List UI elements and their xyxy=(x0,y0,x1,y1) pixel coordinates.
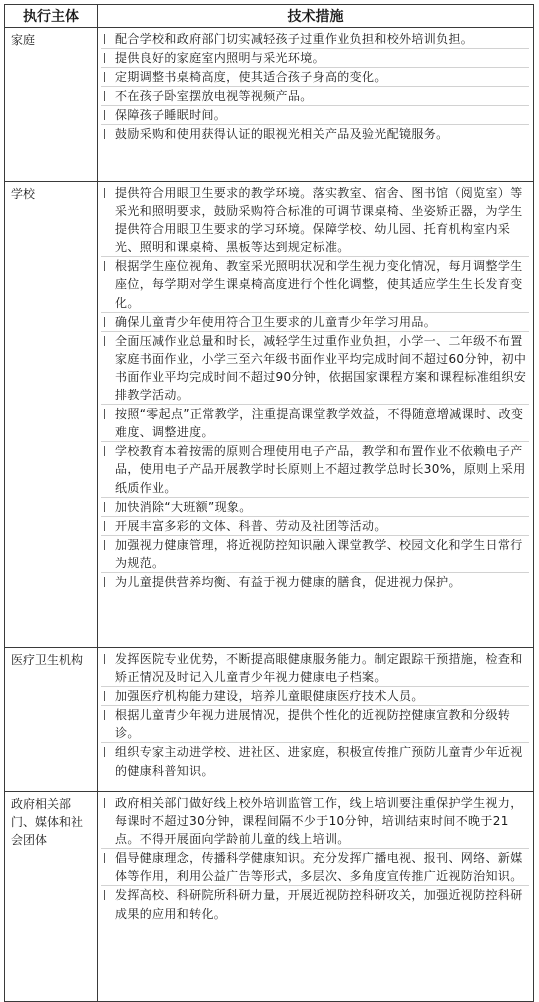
measure-text: 全面压减作业总量和时长，减轻学生过重作业负担，小学一、二年级不布置家庭书面作业，小学三至六年级书面作业平均完成时间不超过60分钟，初中书面作业平均完成时间不超过90分钟，依据国家课程方案和课程标准组织安排教学活动。 xyxy=(115,333,527,403)
measure-item xyxy=(101,794,529,849)
measure-item xyxy=(101,650,529,687)
measure-text: 鼓励采购和使用获得认证的眼视光相关产品及验光配镜服务。 xyxy=(115,127,449,142)
list-bullet-icon xyxy=(104,409,105,419)
header-agent: 执行主体 xyxy=(5,5,98,28)
measure-text: 政府相关部门做好线上校外培训监管工作，线上培训要注重保护学生视力，每课时不超过30分钟，课程间隔不少于10分钟，培训结束时间不晚于21点。不得开展面向学龄前儿童的线上培训。 xyxy=(115,796,523,847)
measure-list xyxy=(101,794,529,923)
measure-text: 加快消除“大班额”现象。 xyxy=(115,499,252,514)
measure-text: 发挥高校、科研院所科研力量，开展近视防控科研攻关，加强近视防控科研成果的应用和转化。 xyxy=(115,888,523,921)
list-bullet-icon xyxy=(104,336,105,346)
list-bullet-icon xyxy=(104,710,105,720)
list-bullet-icon xyxy=(104,34,105,44)
measure-text: 定期调整书桌椅高度，使其适合孩子身高的变化。 xyxy=(115,70,387,85)
measure-text: 组织专家主动进学校、进社区、进家庭，积极宣传推广预防儿童青少年近视的健康科普知识。 xyxy=(115,745,523,778)
list-bullet-icon xyxy=(104,446,105,456)
measures-cell xyxy=(98,648,534,792)
measure-item xyxy=(101,68,529,87)
list-bullet-icon xyxy=(104,890,105,900)
measure-text: 根据儿童青少年视力进展情况，提供个性化的近视防控健康宣教和分级转诊。 xyxy=(115,708,511,741)
measure-item xyxy=(101,706,529,743)
measure-text: 不在孩子卧室摆放电视等视频产品。 xyxy=(115,89,313,104)
list-bullet-icon xyxy=(104,654,105,664)
measure-text: 加强医疗机构能力建设，培养儿童眼健康医疗技术人员。 xyxy=(115,689,424,704)
measure-text: 学校教育本着按需的原则合理使用电子产品，教学和布置作业不依赖电子产品，使用电子产品开展教学时长原则上不超过教学总时长30%，原则上采用纸质作业。 xyxy=(115,444,526,495)
measure-text: 保障孩子睡眠时间。 xyxy=(115,108,227,123)
list-bullet-icon xyxy=(104,540,105,550)
measure-item xyxy=(101,442,529,497)
measure-item xyxy=(101,405,529,442)
measure-item xyxy=(101,536,529,573)
header-row xyxy=(5,5,534,28)
list-bullet-icon xyxy=(104,110,105,120)
header-measures: 技术措施 xyxy=(98,5,534,28)
list-bullet-icon xyxy=(104,317,105,327)
list-bullet-icon xyxy=(104,691,105,701)
measure-item xyxy=(101,573,529,591)
measure-item xyxy=(101,498,529,517)
measure-text: 根据学生座位视角、教室采光照明状况和学生视力变化情况，每月调整学生座位，每学期对学生课桌椅高度进行个性化调整，使其适应学生生长发育变化。 xyxy=(115,259,523,310)
list-bullet-icon xyxy=(104,502,105,512)
list-bullet-icon xyxy=(104,72,105,82)
measure-item xyxy=(101,313,529,332)
agent-cell: 学校 xyxy=(5,182,98,648)
measures-table xyxy=(4,4,534,1002)
measure-item xyxy=(101,687,529,706)
measure-item xyxy=(101,87,529,106)
list-bullet-icon xyxy=(104,261,105,271)
measure-item xyxy=(101,106,529,125)
measures-cell xyxy=(98,28,534,182)
measure-text: 按照“零起点”正常教学，注重提高课堂教学效益，不得随意增减课时、改变难度、调整进度。 xyxy=(115,407,524,440)
measure-list xyxy=(101,184,529,591)
agent-cell: 医疗卫生机构 xyxy=(5,648,98,792)
list-bullet-icon xyxy=(104,853,105,863)
measure-list xyxy=(101,30,529,144)
measure-text: 配合学校和政府部门切实减轻孩子过重作业负担和校外培训负担。 xyxy=(115,32,474,46)
table-body xyxy=(5,28,534,1002)
measure-item xyxy=(101,332,529,405)
table-row-family xyxy=(5,28,534,182)
table-row-medical xyxy=(5,648,534,792)
measure-text: 开展丰富多彩的文体、科普、劳动及社团等活动。 xyxy=(115,518,387,533)
table-row-school xyxy=(5,182,534,648)
measure-item xyxy=(101,184,529,257)
measure-item xyxy=(101,49,529,68)
table-row-government xyxy=(5,792,534,1002)
measure-item xyxy=(101,886,529,922)
measure-item xyxy=(101,257,529,312)
table-header xyxy=(5,5,534,28)
measure-text: 提供符合用眼卫生要求的教学环境。落实教室、宿舍、图书馆（阅览室）等采光和照明要求，鼓励采购符合标准的可调节课桌椅、坐姿矫正器，为学生提供符合用眼卫生要求的学习环境。保障学校、幼儿园、托育机构室内采光、照明和课桌椅、黑板等达到规定标准。 xyxy=(115,186,523,255)
list-bullet-icon xyxy=(104,577,105,587)
list-bullet-icon xyxy=(104,747,105,757)
list-bullet-icon xyxy=(104,521,105,531)
list-bullet-icon xyxy=(104,129,105,139)
measure-text: 为儿童提供营养均衡、有益于视力健康的膳食，促进视力保护。 xyxy=(115,574,461,589)
measures-cell xyxy=(98,792,534,1002)
measure-item xyxy=(101,849,529,886)
measure-text: 提供良好的家庭室内照明与采光环境。 xyxy=(115,51,325,66)
list-bullet-icon xyxy=(104,91,105,101)
list-bullet-icon xyxy=(104,188,105,198)
measure-text: 倡导健康理念，传播科学健康知识。充分发挥广播电视、报刊、网络、新媒体等作用，利用公益广告等形式，多层次、多角度宣传推广近视防治知识。 xyxy=(115,851,523,884)
agent-cell: 政府相关部门、媒体和社会团体 xyxy=(5,792,98,1002)
measure-text: 发挥医院专业优势，不断提高眼健康服务能力。制定跟踪干预措施，检查和矫正情况及时记入儿童青少年视力健康电子档案。 xyxy=(115,652,523,685)
measure-item xyxy=(101,30,529,49)
list-bullet-icon xyxy=(104,798,105,808)
measure-text: 确保儿童青少年使用符合卫生要求的儿童青少年学习用品。 xyxy=(115,314,437,329)
measure-list xyxy=(101,650,529,780)
measure-item xyxy=(101,517,529,536)
measure-item xyxy=(101,743,529,779)
measure-text: 加强视力健康管理，将近视防控知识融入课堂教学、校园文化和学生日常行为规范。 xyxy=(115,537,523,570)
list-bullet-icon xyxy=(104,53,105,63)
measure-item xyxy=(101,125,529,143)
measures-cell xyxy=(98,182,534,648)
agent-cell: 家庭 xyxy=(5,28,98,182)
